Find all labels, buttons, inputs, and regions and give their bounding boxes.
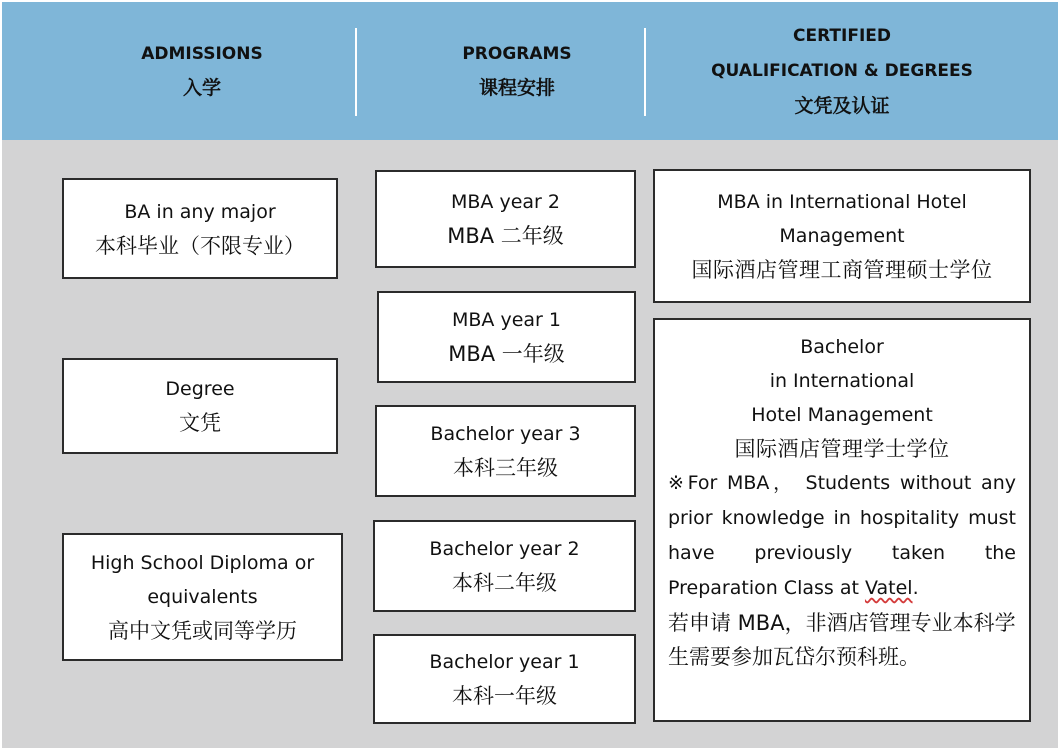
program-mba1-cn: MBA 一年级 xyxy=(448,342,565,366)
program-box-bachelor-year-3 xyxy=(375,405,636,497)
program-b2-cn: 本科二年级 xyxy=(452,571,557,595)
program-b2-en: Bachelor year 2 xyxy=(429,538,580,560)
note-en-vatel: Vatel xyxy=(864,577,913,599)
certified-heading-line2: QUALIFICATION & DEGREES xyxy=(711,60,973,81)
degree-box-bachelor xyxy=(653,318,1031,722)
mba-prerequisite-note-en xyxy=(668,466,1016,606)
program-b1-en: Bachelor year 1 xyxy=(429,651,580,673)
program-mba1-en: MBA year 1 xyxy=(452,309,561,331)
admission-degree-en: Degree xyxy=(165,378,235,400)
degree-bachelor-en3: Hotel Management xyxy=(751,404,933,426)
degree-bachelor-en1: Bachelor xyxy=(800,336,884,358)
note-en-post: . xyxy=(912,577,919,599)
note-en-pre: ※For MBA， Students without any prior knowledge in hospitality must have previously taken the Preparation Class at xyxy=(668,472,1016,599)
program-box-mba-year-1 xyxy=(377,291,636,383)
admission-box-ba xyxy=(62,178,338,279)
degree-mba-cn: 国际酒店管理工商管理硕士学位 xyxy=(691,258,993,282)
certified-heading-line1: CERTIFIED xyxy=(793,25,891,46)
program-b1-cn: 本科一年级 xyxy=(452,684,557,708)
programs-heading-cn: 课程安排 xyxy=(478,77,555,99)
program-mba2-cn: MBA 二年级 xyxy=(447,224,564,248)
program-box-mba-year-2 xyxy=(375,170,636,268)
admission-ba-en: BA in any major xyxy=(124,200,276,223)
certified-heading xyxy=(662,2,1022,140)
mba-prerequisite-note-cn: 若申请 MBA，非酒店管理专业本科学生需要参加瓦岱尔预科班。 xyxy=(668,611,1016,669)
admissions-heading xyxy=(62,2,342,140)
program-b3-cn: 本科三年级 xyxy=(453,456,558,480)
program-box-bachelor-year-1 xyxy=(373,634,636,724)
admission-hs-en1: High School Diploma or xyxy=(90,552,315,574)
admission-hs-cn: 高中文凭或同等学历 xyxy=(108,619,297,643)
admission-ba-cn: 本科毕业（不限专业） xyxy=(95,233,305,258)
degree-mba-en1: MBA in International Hotel xyxy=(717,191,967,213)
header-divider-1 xyxy=(355,28,357,116)
degree-bachelor-cn: 国际酒店管理学士学位 xyxy=(734,437,950,461)
admission-box-high-school xyxy=(62,533,343,661)
admission-box-degree xyxy=(62,358,338,454)
program-mba2-en: MBA year 2 xyxy=(451,191,560,213)
header-bar xyxy=(2,2,1058,140)
degree-box-mba xyxy=(653,169,1031,303)
admissions-heading-en: ADMISSIONS xyxy=(141,44,263,64)
program-b3-en: Bachelor year 3 xyxy=(430,423,581,445)
program-box-bachelor-year-2 xyxy=(373,520,636,612)
admission-degree-cn: 文凭 xyxy=(179,411,221,435)
admission-hs-en2: equivalents xyxy=(147,586,258,608)
certified-heading-cn: 文凭及认证 xyxy=(794,94,890,117)
degree-mba-en2: Management xyxy=(779,225,905,247)
programs-heading xyxy=(372,2,662,140)
degree-bachelor-en2: in International xyxy=(769,370,915,392)
header-divider-2 xyxy=(644,28,646,116)
admissions-heading-cn: 入学 xyxy=(182,77,221,99)
programs-heading-en: PROGRAMS xyxy=(462,44,572,64)
